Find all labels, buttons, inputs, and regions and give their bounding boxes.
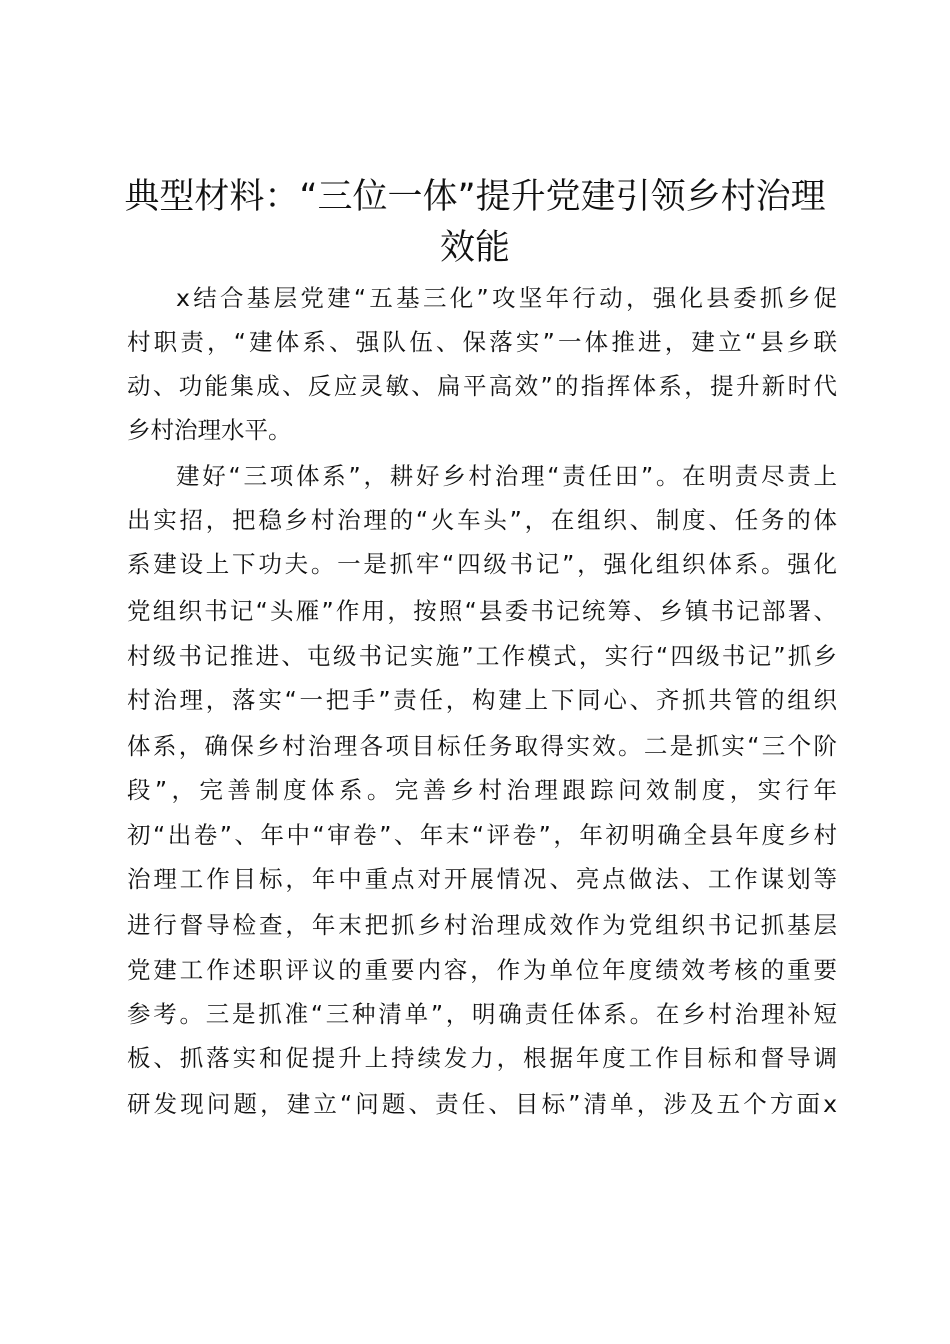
paragraph-2-line: 出实招，把稳乡村治理的“火车头”，在组织、制度、任务的体 xyxy=(127,506,837,534)
paragraph-2-line: 板、抓落实和促提升上持续发力，根据年度工作目标和督导调 xyxy=(127,1044,837,1072)
paragraph-2-line: 治理工作目标，年中重点对开展情况、亮点做法、工作谋划等 xyxy=(127,865,837,893)
paragraph-2-line: 初“出卷”、年中“审卷”、年末“评卷”，年初明确全县年度乡村 xyxy=(127,821,837,849)
paragraph-1-line: 动、功能集成、反应灵敏、扁平高效”的指挥体系，提升新时代 xyxy=(127,372,837,400)
paragraph-2-line: 党组织书记“头雁”作用，按照“县委书记统筹、乡镇书记部署、 xyxy=(127,597,837,625)
paragraph-2-line: 村治理，落实“一把手”责任，构建上下同心、齐抓共管的组织 xyxy=(127,686,837,714)
paragraph-2-line: 党建工作述职评议的重要内容，作为单位年度绩效考核的重要 xyxy=(127,956,837,984)
paragraph-2-line: 建好“三项体系”，耕好乡村治理“责任田”。在明责尽责上 xyxy=(176,462,837,490)
paragraph-1-line: 乡村治理水平。 xyxy=(127,416,292,444)
paragraph-2-line: 参考。三是抓准“三种清单”，明确责任体系。在乡村治理补短 xyxy=(127,1000,837,1028)
paragraph-2-line: 体系，确保乡村治理各项目标任务取得实效。二是抓实“三个阶 xyxy=(127,732,837,760)
paragraph-1-line: x结合基层党建“五基三化”攻坚年行动，强化县委抓乡促 xyxy=(176,284,837,312)
paragraph-2-line: 系建设上下功夫。一是抓牢“四级书记”，强化组织体系。强化 xyxy=(127,550,837,578)
paragraph-2-line: 段”，完善制度体系。完善乡村治理跟踪问效制度，实行年 xyxy=(127,776,837,804)
paragraph-1-line: 村职责，“建体系、强队伍、保落实”一体推进，建立“县乡联 xyxy=(127,328,837,356)
document-title-line-2: 效能 xyxy=(439,228,510,268)
paragraph-2-line: 村级书记推进、屯级书记实施”工作模式，实行“四级书记”抓乡 xyxy=(127,642,837,670)
paragraph-2-line: 研发现问题，建立“问题、责任、目标”清单，涉及五个方面x xyxy=(127,1090,837,1118)
document-title-line-1: 典型材料：“三位一体”提升党建引领乡村治理 xyxy=(124,177,826,217)
paragraph-2-line: 进行督导检查，年末把抓乡村治理成效作为党组织书记抓基层 xyxy=(127,911,837,939)
